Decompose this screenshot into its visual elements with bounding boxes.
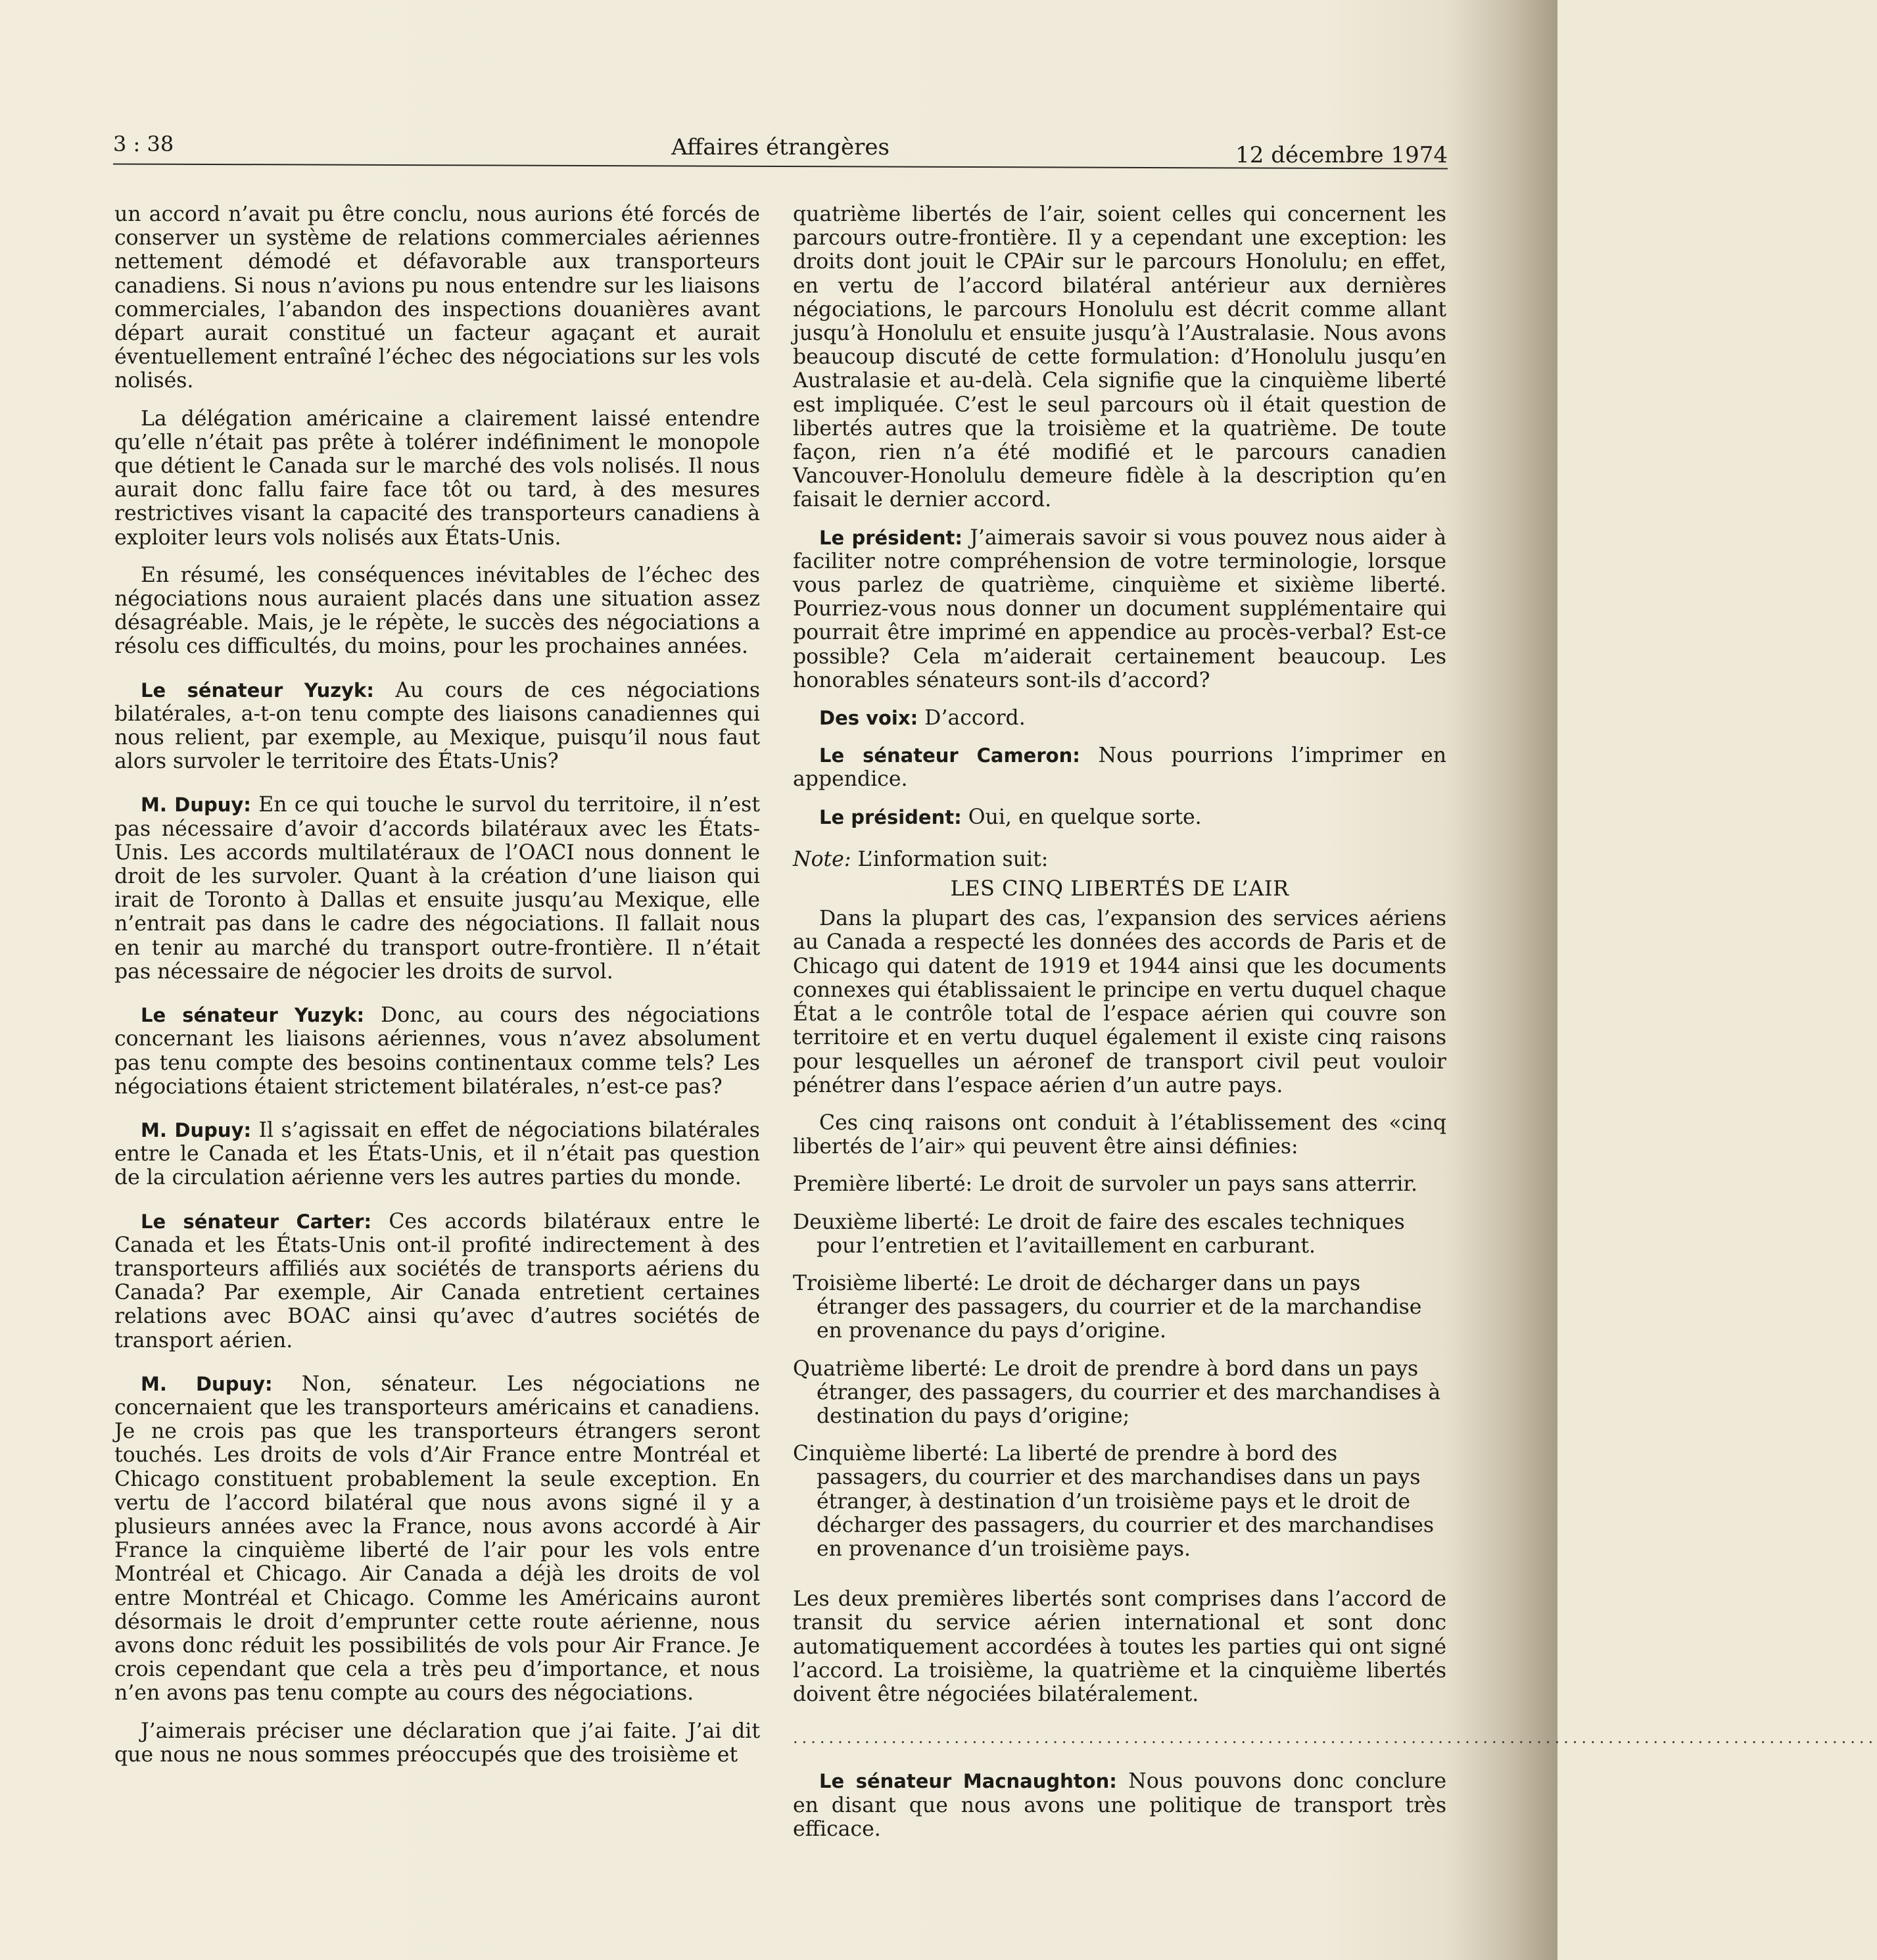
note	[793, 848, 1446, 871]
running-title: Affaires étrangères	[671, 134, 890, 160]
speaker: Le sénateur Cameron:	[819, 744, 1080, 767]
right-column	[793, 203, 1877, 1855]
exchange	[114, 1118, 760, 1190]
left-column	[114, 203, 760, 1781]
speaker: Le sénateur Carter:	[141, 1210, 372, 1233]
exchange	[114, 679, 760, 774]
note-text: L’information suit:	[851, 847, 1049, 871]
speaker: M. Dupuy:	[141, 1372, 273, 1395]
exchange	[793, 526, 1446, 692]
speech: D’accord.	[918, 706, 1026, 730]
speech: J’aimerais savoir si vous pouvez nous aider à faciliter notre compréhension de votre terminologie, lorsque vous parlez de quatrième, cinquième et sixième liberté. Pourriez-vous nous donner un document supplémentaire qui pourrait être imprimé en appendice au procès-verbal? Est-ce possible? Cela m’aiderait certainement beaucoup. Les honorables sénateurs sont-ils d’accord?	[793, 525, 1446, 692]
section-heading: LES CINQ LIBERTÉS DE L’AIR	[950, 876, 1289, 901]
liberty-definition: Troisième liberté: Le droit de décharger dans un pays étranger des passagers, du courrier et de la marchandise en provenance du pays d’origine.	[793, 1271, 1422, 1343]
liberty-definition: Première liberté: Le droit de survoler un pays sans atterrir.	[793, 1172, 1417, 1197]
liberty-definition: Quatrième liberté: Le droit de prendre à bord dans un pays étranger, des passagers, du courrier et des marchandises à destination du pays d’origine;	[793, 1356, 1441, 1428]
dotted-separator: .........................................................................................................................	[793, 1729, 1877, 1748]
liberty-definition: Cinquième liberté: La liberté de prendre à bord des passagers, du courrier et des marchandises dans un pays étranger, à destination d’un troisième pays et le droit de décharger des passagers, du courrier et des marchandises en provenance d’un troisième pays.	[793, 1442, 1435, 1561]
exchange	[114, 793, 760, 984]
speaker: Le sénateur Yuzyk:	[141, 679, 374, 702]
page-header	[113, 125, 1448, 171]
speaker: Le sénateur Macnaughton:	[819, 1770, 1117, 1793]
speaker: M. Dupuy:	[141, 1118, 252, 1141]
speech: Ces accords bilatéraux entre le Canada et les États-Unis ont-il profité indirectement à des transporteurs affiliés aux sociétés de transports aériens du Canada? Par exemple, Air Canada entretient certaines relations avec BOAC ainsi qu’avec d’autres sociétés de transport aérien.	[114, 1209, 760, 1352]
speech: Nous pourrions l’imprimer en appendice.	[793, 744, 1447, 792]
paragraph: En résumé, les conséquences inévitables de l’échec des négociations nous auraient placés dans une situation assez désagréable. Mais, je le répète, le succès des négociations a résolu ces difficultés, du moins, pour les prochaines années.	[114, 563, 760, 659]
speaker: Le sénateur Yuzyk:	[141, 1004, 365, 1027]
speaker: M. Dupuy:	[141, 794, 251, 817]
speaker: Le président:	[819, 526, 962, 549]
speech: Il s’agissait en effet de négociations bilatérales entre le Canada et les États-Unis, et il n’était pas question de la circulation aérienne vers les autres parties du monde.	[114, 1118, 760, 1190]
paragraph: Dans la plupart des cas, l’expansion des services aériens au Canada a respecté les données des accords de Paris et de Chicago qui datent de 1919 et 1944 ainsi que les documents connexes qui établissaient le principe en vertu duquel chaque État a le contrôle total de l’espace aérien qui couvre son territoire et en vertu duquel également il existe cinq raisons pour lesquelles un aéronef de transport civil peut vouloir pénétrer dans l’espace aérien d’un autre pays.	[793, 907, 1446, 1097]
paragraph: J’aimerais préciser une déclaration que j’ai faite. J’ai dit que nous ne nous sommes préoccupés que des troisième et	[114, 1719, 760, 1767]
page-number: 3 : 38	[113, 131, 174, 156]
exchange	[793, 805, 1446, 829]
speech: En ce qui touche le survol du territoire, il n’est pas nécessaire d’avoir d’accords bilatéraux avec les États-Unis. Les accords multilatéraux de l’OACI nous donnent le droit de les survoler. Quant à la création d’une liaison qui irait de Toronto à Dallas et ensuite jusqu’au Mexique, elle n’entrait pas dans le cadre des négociations. Il fallait nous en tenir au marché du transport outre-frontière. Il n’était pas nécessaire de négocier les droits de survol.	[114, 793, 760, 984]
paragraph: un accord n’avait pu être conclu, nous aurions été forcés de conserver un système de relations commerciales aériennes nettement démodé et défavorable aux transporteurs canadiens. Si nous n’avions pu nous entendre sur les liaisons commerciales, l’abandon des inspections douanières avant départ aurait constitué un facteur agaçant et aurait éventuellement entraîné l’échec des négociations sur les vols nolisés.	[114, 203, 760, 393]
speaker: Des voix:	[819, 707, 918, 730]
speech: Au cours de ces négociations bilatérales, a-t-on tenu compte des liaisons canadiennes qui nous relient, par exemple, au Mexique, puisqu’il nous faut alors survoler le territoire des États-Unis?	[114, 678, 760, 774]
speech: Nous pouvons donc conclure en disant que nous avons une politique de transport très efficace.	[793, 1769, 1446, 1841]
exchange	[114, 1372, 760, 1706]
exchange	[793, 706, 1446, 730]
exchange	[793, 744, 1446, 791]
speech: Oui, en quelque sorte.	[961, 805, 1202, 829]
speech: Non, sénateur. Les négociations ne concernaient que les transporteurs américains et canadiens. Je ne crois pas que les transporteurs étrangers seront touchés. Les droits de vols d’Air France entre Montréal et Chicago constituent probablement la seule exception. En vertu de l’accord bilatéral que nous avons signé il y a plusieurs années avec la France, nous avons accordé à Air France la cinquième liberté de l’air pour les vols entre Montréal et Chicago. Air Canada a déjà les droits de vol entre Montréal et Chicago. Comme les Américains auront désormais le droit d’emprunter cette route aérienne, nous avons donc réduit les possibilités de vols pour Air France. Je crois cependant que cela a très peu d’importance, et nous n’en avons pas tenu compte au cours des négociations.	[114, 1372, 760, 1706]
header-date: 12 décembre 1974	[1235, 142, 1448, 168]
exchange	[114, 1210, 760, 1352]
note-label: Note:	[793, 847, 851, 871]
paragraph: Les deux premières libertés sont comprises dans l’accord de transit du service aérien international et sont donc automatiquement accordées à toutes les parties qui ont signé l’accord. La troisième, la quatrième et la cinquième libertés doivent être négociées bilatéralement.	[793, 1587, 1446, 1706]
exchange	[114, 1003, 760, 1099]
speaker: Le président:	[819, 805, 962, 828]
paragraph: Ces cinq raisons ont conduit à l’établissement des «cinq libertés de l’air» qui peuvent être ainsi définies:	[793, 1111, 1446, 1159]
paragraph: quatrième libertés de l’air, soient celles qui concernent les parcours outre-frontière. Il y a cependant une exception: les droits dont jouit le CPAir sur le parcours Honolulu; en effet, en vertu de l’accord bilatéral antérieur aux dernières négociations, le parcours Honolulu est décrit comme allant jusqu’à Honolulu et ensuite jusqu’à l’Australasie. Nous avons beaucoup discuté de cette formulation: d’Honolulu jusqu’en Australasie et au-delà. Cela signifie que la cinquième liberté est impliquée. C’est le seul parcours où il était question de libertés autres que la troisième et la quatrième. De toute façon, rien n’a été modifié et le parcours canadien Vancouver-Honolulu demeure fidèle à la description qu’en faisait le dernier accord.	[793, 203, 1446, 512]
paragraph: La délégation américaine a clairement laissé entendre qu’elle n’était pas prête à tolérer indéfiniment le monopole que détient le Canada sur le marché des vols nolisés. Il nous aurait donc fallu faire face tôt ou tard, à des mesures restrictives visant la capacité des transporteurs canadiens à exploiter leurs vols nolisés aux États-Unis.	[114, 406, 760, 550]
exchange	[793, 1769, 1446, 1841]
speech: Donc, au cours des négociations concernant les liaisons aériennes, vous n’avez absolument pas tenu compte des besoins continentaux comme tels? Les négociations étaient strictement bilatérales, n’est-ce pas?	[114, 1003, 760, 1099]
liberty-definition: Deuxième liberté: Le droit de faire des escales techniques pour l’entretien et l’avitaillement en carburant.	[793, 1210, 1405, 1258]
